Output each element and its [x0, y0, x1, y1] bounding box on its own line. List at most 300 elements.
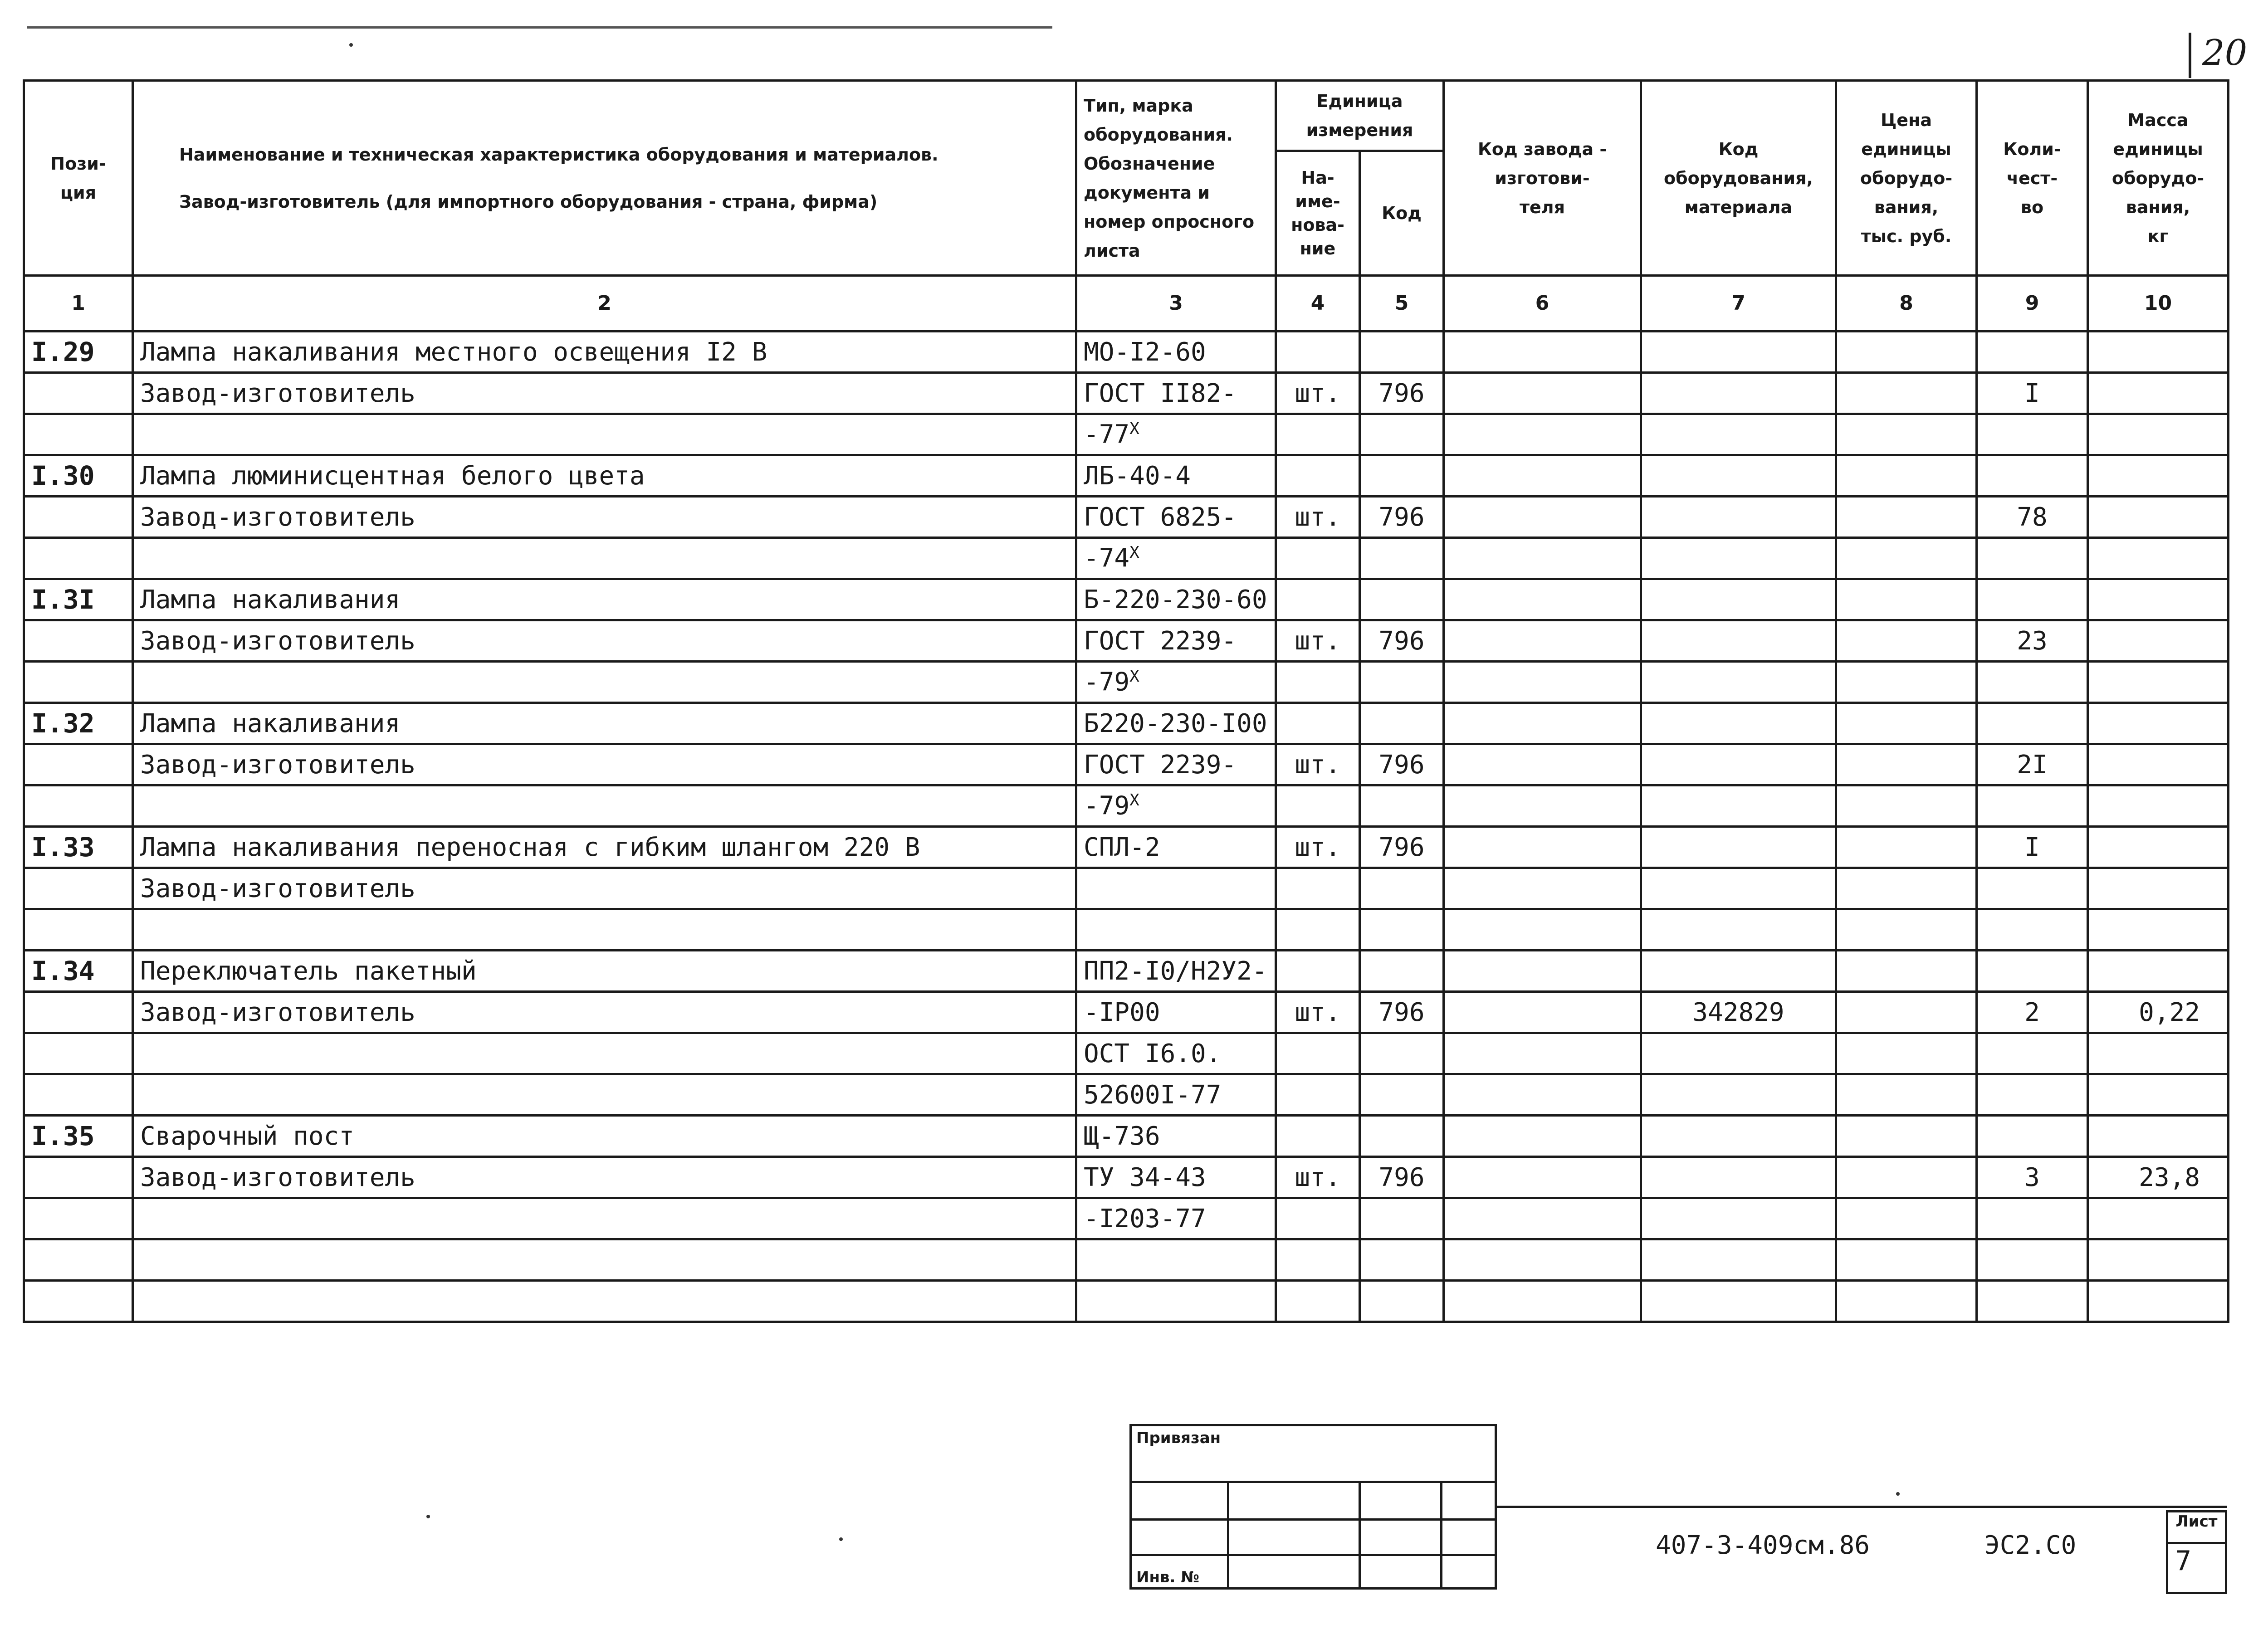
quantity-cell: [1977, 1033, 2088, 1074]
equipment-code-cell: [1641, 373, 1836, 414]
table-row: [24, 662, 2229, 703]
top-border-line: [27, 26, 1052, 29]
name-cell: Лампа накаливания: [133, 703, 1076, 744]
name-cell: Завод-изготовитель: [133, 373, 1076, 414]
quantity-cell: [1977, 909, 2088, 951]
table-row: [24, 703, 2229, 744]
unit-code-cell: [1360, 414, 1444, 455]
table-row: [24, 373, 2229, 414]
unit-cell: шт.: [1276, 373, 1360, 414]
price-cell: [1836, 1074, 1977, 1116]
position-cell: [24, 992, 133, 1033]
table-row: [24, 414, 2229, 455]
price-cell: [1836, 951, 1977, 992]
equipment-code-cell: [1641, 538, 1836, 579]
name-cell: Переключатель пакетный: [133, 951, 1076, 992]
mass-cell: [2088, 785, 2229, 827]
table-row: [24, 909, 2229, 951]
equipment-code-cell: [1641, 827, 1836, 868]
price-cell: [1836, 332, 1977, 373]
unit-cell: [1276, 1033, 1360, 1074]
equipment-code-cell: [1641, 951, 1836, 992]
unit-code-cell: 796: [1360, 620, 1444, 662]
scan-speck: [426, 1515, 430, 1518]
table-row: [24, 785, 2229, 827]
unit-cell: [1276, 1198, 1360, 1239]
unit-code-cell: [1360, 1198, 1444, 1239]
equipment-code-cell: [1641, 1033, 1836, 1074]
name-cell: [133, 1198, 1076, 1239]
position-cell: I.32: [24, 703, 133, 744]
header-unit-name: На- име- нова- ние: [1276, 151, 1360, 276]
quantity-cell: 3: [1977, 1157, 2088, 1198]
quantity-cell: 78: [1977, 497, 2088, 538]
header-unit-code: Код: [1360, 151, 1444, 276]
mass-cell: [2088, 620, 2229, 662]
column-number: 4: [1276, 276, 1360, 332]
table-row: [24, 1281, 2229, 1322]
equipment-code-cell: [1641, 1116, 1836, 1157]
name-cell: Завод-изготовитель: [133, 620, 1076, 662]
quantity-cell: [1977, 455, 2088, 497]
type-cell: [1076, 414, 1276, 455]
title-block-line: [1497, 1506, 2227, 1508]
name-cell: Сварочный пост: [133, 1116, 1076, 1157]
name-cell: Лампа накаливания местного освещения I2 В: [133, 332, 1076, 373]
mass-cell: [2088, 1281, 2229, 1322]
unit-cell: [1276, 1239, 1360, 1281]
type-cell: ПП2-I0/Н2У2-: [1076, 951, 1276, 992]
type-cell: -IP00: [1076, 992, 1276, 1033]
unit-code-cell: 796: [1360, 373, 1444, 414]
name-cell: Лампа накаливания: [133, 579, 1076, 620]
stamp-bound-label: Привязан: [1132, 1426, 1495, 1483]
mass-cell: [2088, 1116, 2229, 1157]
unit-code-cell: 796: [1360, 744, 1444, 785]
name-cell: [133, 538, 1076, 579]
name-cell: Завод-изготовитель: [133, 868, 1076, 909]
type-cell: ГОСТ II82-: [1076, 373, 1276, 414]
table-row: [24, 1074, 2229, 1116]
mass-cell: [2088, 538, 2229, 579]
equipment-code-cell: [1641, 1281, 1836, 1322]
table-body: [24, 332, 2229, 1322]
name-cell: Завод-изготовитель: [133, 1157, 1076, 1198]
factory-code-cell: [1444, 992, 1641, 1033]
factory-code-cell: [1444, 951, 1641, 992]
mass-cell: 0,22: [2088, 992, 2229, 1033]
mass-cell: [2088, 1198, 2229, 1239]
quantity-cell: 2: [1977, 992, 2088, 1033]
table-row: [24, 827, 2229, 868]
type-cell: [1076, 785, 1276, 827]
quantity-cell: I: [1977, 373, 2088, 414]
unit-code-cell: 796: [1360, 827, 1444, 868]
quantity-cell: 23: [1977, 620, 2088, 662]
unit-cell: [1276, 455, 1360, 497]
table-row: [24, 455, 2229, 497]
unit-cell: [1276, 1281, 1360, 1322]
type-cell: [1076, 868, 1276, 909]
equipment-code-cell: [1641, 662, 1836, 703]
price-cell: [1836, 1157, 1977, 1198]
table-row: [24, 868, 2229, 909]
mass-cell: [2088, 827, 2229, 868]
equipment-code-cell: [1641, 868, 1836, 909]
factory-code-cell: [1444, 1239, 1641, 1281]
header-type: Тип, марка оборудования. Обозначение документа и номер опросного листа: [1076, 81, 1276, 276]
column-number: 1: [24, 276, 133, 332]
column-number: 8: [1836, 276, 1977, 332]
equipment-code-cell: [1641, 909, 1836, 951]
column-number: 3: [1076, 276, 1276, 332]
position-cell: [24, 620, 133, 662]
unit-cell: [1276, 1074, 1360, 1116]
unit-cell: шт.: [1276, 992, 1360, 1033]
price-cell: [1836, 703, 1977, 744]
edition-mark: X: [1129, 543, 1139, 562]
mass-cell: [2088, 497, 2229, 538]
unit-cell: [1276, 579, 1360, 620]
unit-cell: [1276, 951, 1360, 992]
unit-cell: [1276, 868, 1360, 909]
unit-cell: шт.: [1276, 744, 1360, 785]
position-cell: [24, 1157, 133, 1198]
position-cell: [24, 1033, 133, 1074]
unit-cell: шт.: [1276, 497, 1360, 538]
name-cell: Завод-изготовитель: [133, 744, 1076, 785]
column-number: 2: [133, 276, 1076, 332]
mass-cell: [2088, 373, 2229, 414]
type-cell: 52600I-77: [1076, 1074, 1276, 1116]
name-cell: [133, 1074, 1076, 1116]
position-cell: I.33: [24, 827, 133, 868]
position-cell: [24, 1074, 133, 1116]
unit-code-cell: [1360, 951, 1444, 992]
equipment-code-cell: [1641, 579, 1836, 620]
equipment-code-cell: [1641, 620, 1836, 662]
price-cell: [1836, 455, 1977, 497]
unit-code-cell: [1360, 703, 1444, 744]
unit-code-cell: [1360, 1281, 1444, 1322]
factory-code-cell: [1444, 497, 1641, 538]
column-numbers-row: [24, 276, 2229, 332]
factory-code-cell: [1444, 579, 1641, 620]
quantity-cell: [1977, 662, 2088, 703]
equipment-code-cell: [1641, 1074, 1836, 1116]
type-cell: [1076, 909, 1276, 951]
name-cell: [133, 1033, 1076, 1074]
equipment-code-cell: [1641, 497, 1836, 538]
quantity-cell: [1977, 332, 2088, 373]
unit-code-cell: [1360, 868, 1444, 909]
unit-code-cell: [1360, 662, 1444, 703]
type-cell: Б-220-230-60: [1076, 579, 1276, 620]
position-cell: I.34: [24, 951, 133, 992]
sheet-number: 7: [2175, 1545, 2192, 1577]
factory-code-cell: [1444, 703, 1641, 744]
name-cell: Лампа накаливания переносная с гибким шлангом 220 В: [133, 827, 1076, 868]
page-number: 20: [2189, 33, 2252, 78]
price-cell: [1836, 497, 1977, 538]
unit-cell: [1276, 538, 1360, 579]
unit-code-cell: [1360, 332, 1444, 373]
position-cell: [24, 497, 133, 538]
unit-code-cell: [1360, 1033, 1444, 1074]
price-cell: [1836, 1239, 1977, 1281]
specification-table: [23, 79, 2229, 1323]
unit-code-cell: [1360, 785, 1444, 827]
type-cell: МО-I2-60: [1076, 332, 1276, 373]
edition-mark: X: [1129, 791, 1139, 810]
price-cell: [1836, 538, 1977, 579]
header-mass: Масса единицы оборудо- вания, кг: [2088, 81, 2229, 276]
price-cell: [1836, 579, 1977, 620]
column-number: 7: [1641, 276, 1836, 332]
price-cell: [1836, 1033, 1977, 1074]
unit-code-cell: 796: [1360, 497, 1444, 538]
type-cell: [1076, 1239, 1276, 1281]
table-row: [24, 951, 2229, 992]
quantity-cell: [1977, 1198, 2088, 1239]
document-number: 407-3-409см.86: [1656, 1531, 1870, 1560]
unit-cell: [1276, 332, 1360, 373]
position-cell: [24, 1281, 133, 1322]
quantity-cell: [1977, 414, 2088, 455]
position-cell: [24, 785, 133, 827]
equipment-code-cell: [1641, 744, 1836, 785]
factory-code-cell: [1444, 827, 1641, 868]
type-cell: ОСТ I6.0.: [1076, 1033, 1276, 1074]
unit-code-cell: [1360, 538, 1444, 579]
unit-code-cell: 796: [1360, 992, 1444, 1033]
column-number: 9: [1977, 276, 2088, 332]
factory-code-cell: [1444, 332, 1641, 373]
document-suffix: ЭС2.С0: [1984, 1531, 2077, 1560]
factory-code-cell: [1444, 1198, 1641, 1239]
header-name: Наименование и техническая характеристика оборудования и материалов. Завод-изготовитель (для импортного оборудования - страна, фирма): [133, 81, 1076, 276]
position-cell: [24, 1198, 133, 1239]
name-cell: [133, 1239, 1076, 1281]
position-cell: I.35: [24, 1116, 133, 1157]
price-cell: [1836, 868, 1977, 909]
type-cell: [1076, 1281, 1276, 1322]
table-row: [24, 1116, 2229, 1157]
quantity-cell: [1977, 1074, 2088, 1116]
position-cell: [24, 868, 133, 909]
price-cell: [1836, 785, 1977, 827]
unit-code-cell: [1360, 1116, 1444, 1157]
position-cell: I.30: [24, 455, 133, 497]
quantity-cell: [1977, 703, 2088, 744]
position-cell: [24, 909, 133, 951]
table-row: [24, 579, 2229, 620]
table-row: [24, 497, 2229, 538]
mass-cell: [2088, 662, 2229, 703]
quantity-cell: [1977, 538, 2088, 579]
column-number: 6: [1444, 276, 1641, 332]
header-equipment-code: Код оборудования, материала: [1641, 81, 1836, 276]
equipment-code-cell: [1641, 1198, 1836, 1239]
factory-code-cell: [1444, 1033, 1641, 1074]
equipment-code-cell: [1641, 455, 1836, 497]
stamp-inv-label: Инв. №: [1136, 1568, 1200, 1586]
name-cell: [133, 662, 1076, 703]
type-text: -79: [1084, 667, 1130, 697]
factory-code-cell: [1444, 1281, 1641, 1322]
quantity-cell: I: [1977, 827, 2088, 868]
equipment-code-cell: [1641, 414, 1836, 455]
unit-cell: [1276, 703, 1360, 744]
factory-code-cell: [1444, 373, 1641, 414]
unit-cell: шт.: [1276, 827, 1360, 868]
unit-code-cell: [1360, 1074, 1444, 1116]
quantity-cell: [1977, 579, 2088, 620]
equipment-code-cell: [1641, 332, 1836, 373]
column-number: 5: [1360, 276, 1444, 332]
mass-cell: [2088, 951, 2229, 992]
unit-cell: [1276, 909, 1360, 951]
name-cell: Завод-изготовитель: [133, 992, 1076, 1033]
factory-code-cell: [1444, 868, 1641, 909]
type-text: -77: [1084, 419, 1130, 449]
table-row: [24, 992, 2229, 1033]
type-cell: ГОСТ 6825-: [1076, 497, 1276, 538]
factory-code-cell: [1444, 538, 1641, 579]
table-row: [24, 620, 2229, 662]
mass-cell: 23,8: [2088, 1157, 2229, 1198]
type-cell: -I203-77: [1076, 1198, 1276, 1239]
type-cell: ТУ 34-43: [1076, 1157, 1276, 1198]
quantity-cell: [1977, 1239, 2088, 1281]
name-cell: Завод-изготовитель: [133, 497, 1076, 538]
equipment-code-cell: [1641, 703, 1836, 744]
position-cell: [24, 414, 133, 455]
header-position: Пози- ция: [24, 81, 133, 276]
mass-cell: [2088, 744, 2229, 785]
factory-code-cell: [1444, 909, 1641, 951]
unit-cell: шт.: [1276, 620, 1360, 662]
column-number: 10: [2088, 276, 2229, 332]
price-cell: [1836, 414, 1977, 455]
equipment-code-cell: [1641, 1239, 1836, 1281]
type-text: -74: [1084, 543, 1130, 573]
header-unit-group: Единица измерения: [1276, 81, 1444, 151]
header-quantity: Коли- чест- во: [1977, 81, 2088, 276]
table-row: [24, 538, 2229, 579]
unit-code-cell: [1360, 1239, 1444, 1281]
quantity-cell: [1977, 951, 2088, 992]
mass-cell: [2088, 1033, 2229, 1074]
name-cell: [133, 785, 1076, 827]
factory-code-cell: [1444, 620, 1641, 662]
edition-mark: X: [1129, 419, 1139, 439]
type-cell: ГОСТ 2239-: [1076, 620, 1276, 662]
type-cell: Б220-230-I00: [1076, 703, 1276, 744]
position-cell: [24, 1239, 133, 1281]
price-cell: [1836, 620, 1977, 662]
type-cell: ЛБ-40-4: [1076, 455, 1276, 497]
factory-code-cell: [1444, 455, 1641, 497]
price-cell: [1836, 1281, 1977, 1322]
factory-code-cell: [1444, 785, 1641, 827]
quantity-cell: [1977, 785, 2088, 827]
mass-cell: [2088, 703, 2229, 744]
price-cell: [1836, 662, 1977, 703]
name-cell: [133, 1281, 1076, 1322]
table-row: [24, 744, 2229, 785]
price-cell: [1836, 373, 1977, 414]
factory-code-cell: [1444, 414, 1641, 455]
table-row: [24, 1198, 2229, 1239]
factory-code-cell: [1444, 662, 1641, 703]
table-row: [24, 1239, 2229, 1281]
equipment-code-cell: [1641, 785, 1836, 827]
scan-speck: [1896, 1492, 1900, 1496]
factory-code-cell: [1444, 1116, 1641, 1157]
position-cell: [24, 538, 133, 579]
unit-cell: [1276, 785, 1360, 827]
price-cell: [1836, 1198, 1977, 1239]
price-cell: [1836, 909, 1977, 951]
quantity-cell: [1977, 1116, 2088, 1157]
mass-cell: [2088, 332, 2229, 373]
factory-code-cell: [1444, 744, 1641, 785]
quantity-cell: [1977, 868, 2088, 909]
name-cell: [133, 414, 1076, 455]
quantity-cell: [1977, 1281, 2088, 1322]
type-cell: ГОСТ 2239-: [1076, 744, 1276, 785]
unit-code-cell: [1360, 909, 1444, 951]
position-cell: [24, 744, 133, 785]
type-text: -79: [1084, 791, 1130, 821]
factory-code-cell: [1444, 1074, 1641, 1116]
price-cell: [1836, 992, 1977, 1033]
price-cell: [1836, 744, 1977, 785]
unit-cell: [1276, 414, 1360, 455]
name-cell: [133, 909, 1076, 951]
unit-cell: [1276, 662, 1360, 703]
sheet-box: [2166, 1510, 2227, 1594]
quantity-cell: 2I: [1977, 744, 2088, 785]
equipment-code-cell: 342829: [1641, 992, 1836, 1033]
type-cell: [1076, 662, 1276, 703]
mass-cell: [2088, 455, 2229, 497]
price-cell: [1836, 1116, 1977, 1157]
header-factory-code: Код завода - изготови- теля: [1444, 81, 1641, 276]
edition-mark: X: [1129, 667, 1139, 686]
unit-cell: [1276, 1116, 1360, 1157]
sheet-label: Лист: [2168, 1512, 2225, 1544]
type-cell: [1076, 538, 1276, 579]
header-price: Цена единицы оборудо- вания, тыс. руб.: [1836, 81, 1977, 276]
mass-cell: [2088, 868, 2229, 909]
unit-cell: шт.: [1276, 1157, 1360, 1198]
mass-cell: [2088, 1239, 2229, 1281]
table-row: [24, 332, 2229, 373]
scan-speck: [839, 1537, 843, 1541]
binding-stamp: [1129, 1424, 1497, 1590]
unit-code-cell: [1360, 579, 1444, 620]
equipment-code-cell: [1641, 1157, 1836, 1198]
scan-speck: [349, 43, 353, 47]
position-cell: [24, 662, 133, 703]
position-cell: [24, 373, 133, 414]
table-row: [24, 1033, 2229, 1074]
mass-cell: [2088, 579, 2229, 620]
mass-cell: [2088, 1074, 2229, 1116]
type-cell: Щ-736: [1076, 1116, 1276, 1157]
